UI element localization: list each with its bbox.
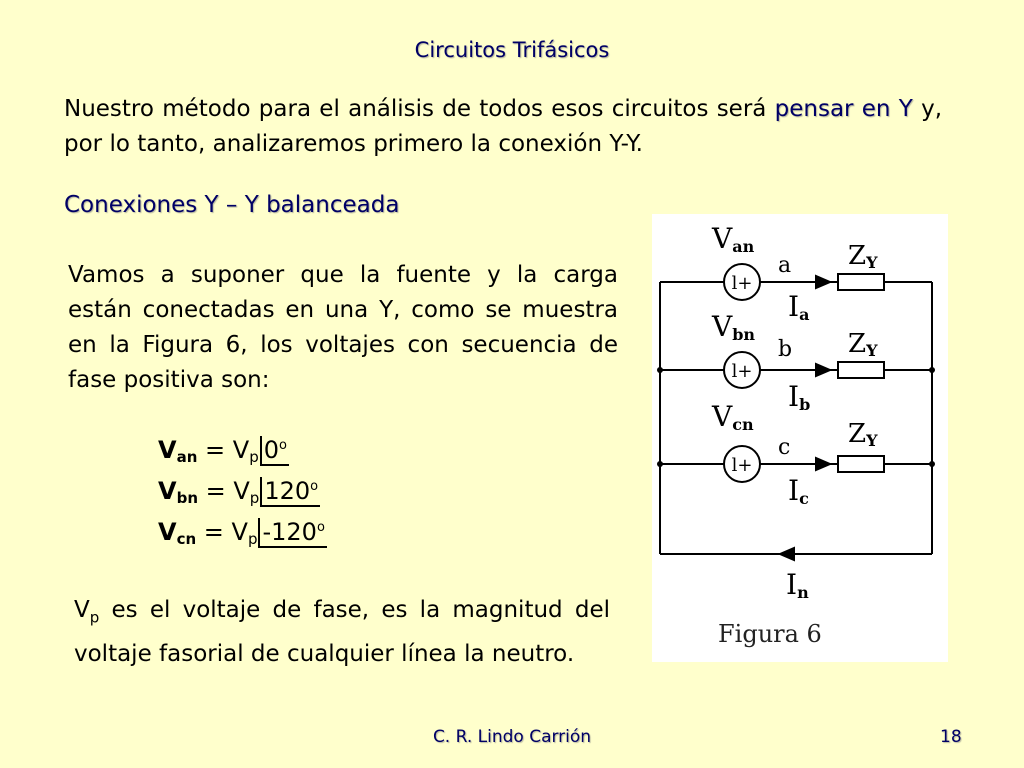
eq-phase-subscript: p <box>247 530 258 548</box>
svg-text:l+: l+ <box>731 273 753 294</box>
note-var: V <box>74 597 90 623</box>
eq-symbol: V <box>158 436 177 464</box>
intro-paragraph <box>64 92 942 162</box>
eq-angle: 0$^o$ <box>260 436 289 466</box>
eq-equals: = V <box>198 477 250 505</box>
slide-header-title: Circuitos Trifásicos <box>414 38 610 62</box>
y-y-circuit-diagram <box>652 214 948 662</box>
label-zy-c: ZY <box>848 419 878 450</box>
eq-equals: = V <box>197 436 250 464</box>
equation-vbn <box>158 477 320 507</box>
equation-van <box>158 436 289 466</box>
svg-text:l+: l+ <box>731 455 753 476</box>
section-paragraph: Vamos a suponer que la fuente y la carga están conectadas en una Y, como se muestra en la Figura 6, los voltajes con secuencia de fase positiva son: <box>68 262 618 393</box>
eq-equals: = V <box>196 518 248 546</box>
note-sub: p <box>89 608 100 627</box>
label-ic: Ic <box>788 474 809 508</box>
section-title: Conexiones Y – Y balanceada <box>64 192 400 218</box>
label-vbn: Vbn <box>712 310 756 344</box>
node-a: a <box>778 253 792 278</box>
source-b <box>724 352 760 388</box>
label-zy-a: ZY <box>848 241 878 272</box>
label-ia: Ia <box>788 290 810 324</box>
note-text: es el voltaje de fase, es la magnitud del voltaje fasorial de cualquier línea la neutro. <box>74 597 610 667</box>
eq-symbol: V <box>158 518 177 546</box>
eq-symbol: V <box>158 477 177 505</box>
circuit-figure <box>652 214 948 662</box>
label-ib: Ib <box>788 380 811 414</box>
load-zc <box>838 456 884 472</box>
load-zb <box>838 362 884 378</box>
eq-subscript: cn <box>176 530 197 548</box>
label-zy-b: ZY <box>848 329 878 360</box>
eq-subscript: bn <box>176 489 198 507</box>
svg-text:l+: l+ <box>731 361 753 382</box>
figure-caption: Figura 6 <box>718 620 822 648</box>
load-za <box>838 274 884 290</box>
intro-emphasis: pensar en Y <box>774 96 913 122</box>
node-c: c <box>778 435 791 460</box>
label-in: In <box>786 568 809 602</box>
eq-subscript: an <box>176 448 198 466</box>
neutral-arrow <box>780 548 794 560</box>
footer-author: C. R. Lindo Carrión <box>432 727 592 747</box>
equation-vcn <box>158 518 327 548</box>
source-a <box>724 264 760 300</box>
page-number: 18 <box>940 727 962 747</box>
intro-text-before: Nuestro método para el análisis de todos esos circuitos será <box>64 96 775 122</box>
label-vcn: Vcn <box>712 400 754 434</box>
phase-voltage-note <box>74 592 610 672</box>
label-van: Van <box>712 222 755 256</box>
eq-phase-subscript: p <box>249 448 259 466</box>
intro-text-after: y, por lo tanto, analizaremos primero la conexión Y-Y. <box>64 96 942 157</box>
node-b: b <box>778 337 793 362</box>
eq-phase-subscript: p <box>249 489 260 507</box>
eq-angle: 120$^o$ <box>260 477 320 507</box>
source-c <box>724 446 760 482</box>
eq-angle: -120$^o$ <box>258 518 326 548</box>
